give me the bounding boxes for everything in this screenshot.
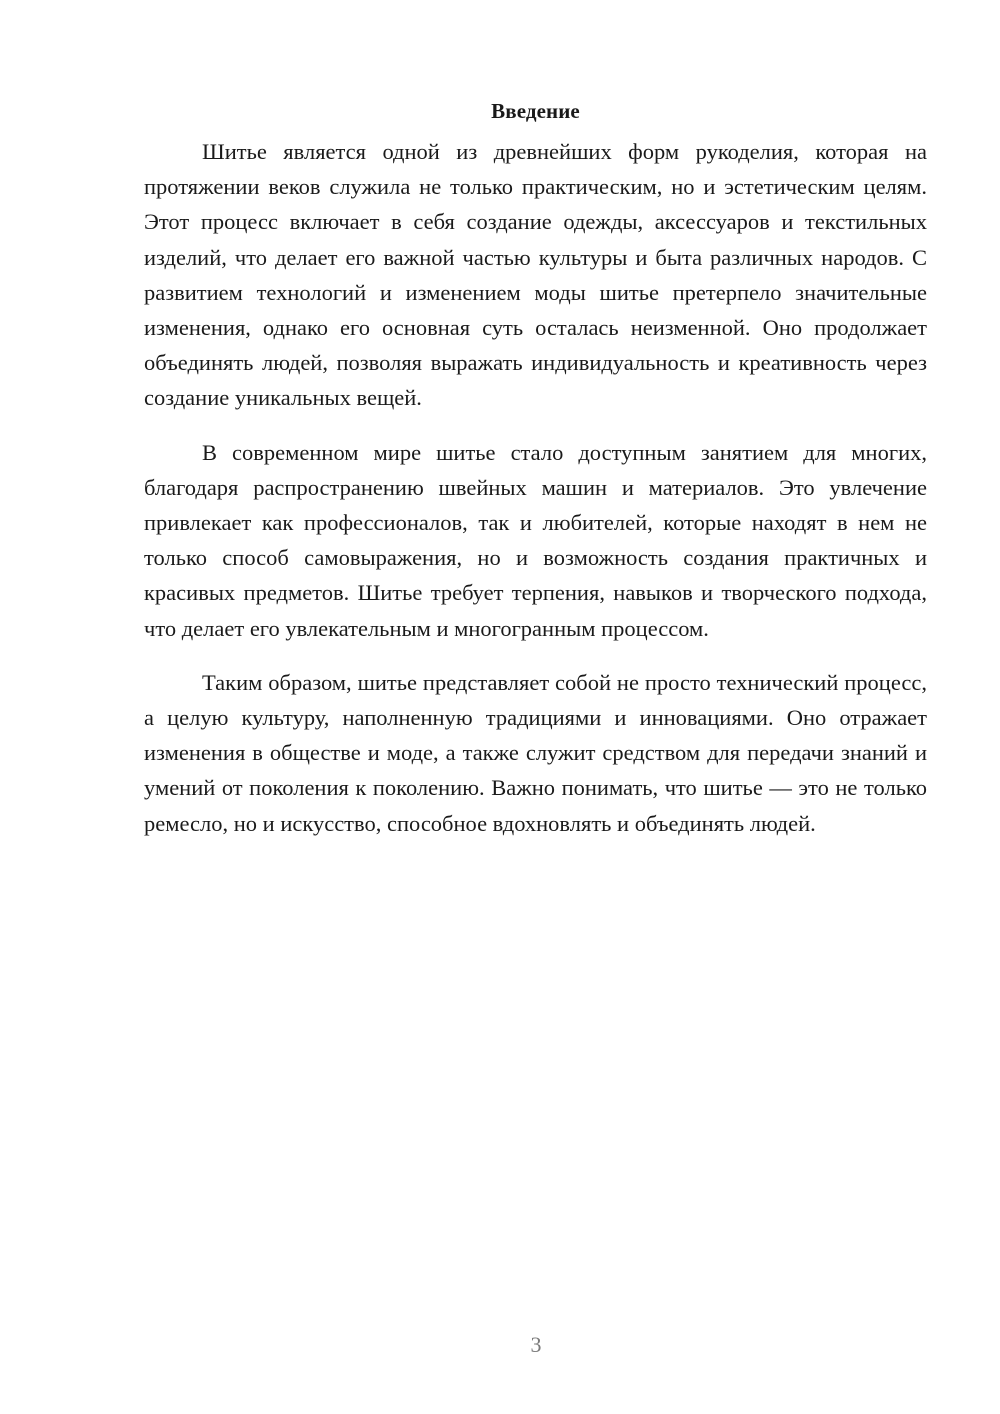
paragraph-3: Таким образом, шитье представляет собой не просто технический процесс, а целую культуру, наполненную традициями и инновациями. Оно отражает изменения в обществе и моде, а также служит средством для передачи знаний и умений от поколения к поколению. Важно понимать, что шитье — это не только ремесло, но и искусство, способное вдохновлять и объединять людей. (144, 669, 927, 836)
section-heading: Введение (491, 99, 580, 123)
paragraph-2: В современном мире шитье стало доступным занятием для многих, благодаря распространению швейных машин и материалов. Это увлечение привлекает как профессионалов, так и любителей, которые находят в нем не только способ самовыражения, но и возможность создания практичных и красивых предметов. Шитье требует терпения, навыков и творческого подхода, что делает его увлекательным и многогранным процессом. (144, 439, 927, 641)
page-number: 3 (530, 1332, 542, 1357)
page-content (144, 96, 927, 860)
paragraph-1: Шитье является одной из древнейших форм рукоделия, которая на протяжении веков служила не только практическим, но и эстетическим целям. Этот процесс включает в себя создание одежды, аксессуаров и текстильных изделий, что делает его важной частью культуры и быта различных народов. С развитием технологий и изменением моды шитье претерпело значительные изменения, однако его основная суть осталась неизменной. Оно продолжает объединять людей, позволяя выражать индивидуальность и креативность через создание уникальных вещей. (144, 139, 927, 411)
